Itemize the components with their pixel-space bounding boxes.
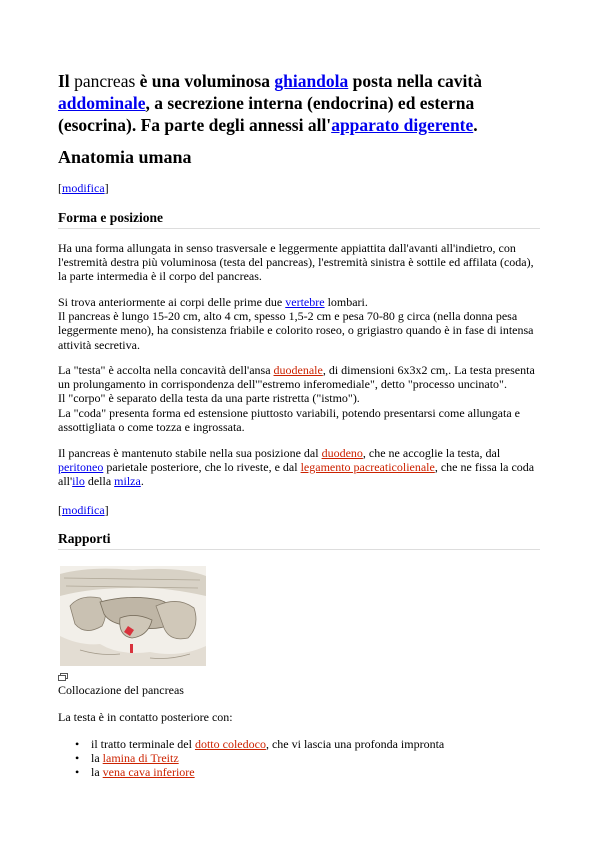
paragraph-forma: Ha una forma allungata in senso trasversale e leggermente appiattita dall'avanti all'indietro, con l'estremità destra più voluminosa (testa del pancreas), l'estremità sinistra è sottile ed affilata (coda), la parte intermedia è il corpo del pancreas. — [58, 241, 534, 284]
edit-link-group — [58, 503, 109, 518]
bullet-icon: • — [75, 751, 80, 766]
list-item — [58, 765, 444, 779]
link-apparato-digerente[interactable]: apparato digerente — [331, 115, 474, 135]
text: Il "corpo" è separato della testa da una parte ristretta ("istmo"). — [58, 391, 360, 406]
bracket: [ — [58, 181, 62, 195]
relations-list — [58, 737, 444, 780]
section-title: Anatomia umana — [58, 147, 192, 167]
link-duodenale[interactable]: duodenale — [273, 363, 323, 377]
paragraph-stabilita — [58, 446, 540, 489]
link-legamento-pacreaticolienale[interactable]: legamento pacreaticolienale — [300, 460, 435, 475]
link-addominale[interactable]: addominale — [58, 93, 146, 113]
text: , di dimensioni 6x3x2 cm,. La testa presenta un prolungamento in corrispondenza dell'"estremo inferomediale", detto "processo uncinato". — [58, 363, 535, 392]
figure-caption: Collocazione del pancreas — [58, 683, 184, 697]
bullet-icon: • — [75, 765, 80, 780]
enlarge-icon[interactable] — [58, 673, 68, 681]
pancreas-anatomy-image[interactable] — [60, 566, 206, 666]
link-vertebre[interactable]: vertebre — [285, 295, 325, 309]
bullet-icon: • — [75, 737, 80, 751]
text: Si trova anteriormente ai corpi delle prime due — [58, 295, 283, 309]
intro-text: è una voluminosa — [139, 71, 270, 91]
intro-subject: pancreas — [74, 71, 136, 91]
text: , che vi lascia una profonda impronta — [265, 737, 445, 751]
link-dotto-coledoco[interactable]: dotto coledoco — [194, 737, 266, 751]
text: la — [91, 751, 100, 766]
bracket: [ — [58, 503, 62, 517]
list-item — [58, 751, 444, 765]
text: parietale posteriore, che lo riveste, e dal — [106, 460, 298, 475]
paragraph-testa — [58, 363, 540, 434]
edit-link[interactable]: modifica — [62, 503, 105, 517]
intro-text: . — [473, 115, 478, 135]
intro-text: , a secrezione interna (endocrina) ed esterna (esocrina). Fa parte degli annessi all' — [58, 93, 475, 135]
bracket: ] — [104, 503, 109, 517]
list-item — [58, 737, 444, 751]
intro-paragraph — [58, 70, 540, 136]
text: lombari. — [327, 295, 368, 309]
text: La "coda" presenta forma ed estensione piuttosto variabili, potendo presentarsi come allungata e assottigliata o come tozza e ingrossata. — [58, 405, 520, 434]
text: il tratto terminale del — [91, 737, 192, 751]
text: la — [91, 765, 100, 780]
text: . — [140, 474, 144, 489]
text: , che ne accoglie la testa, dal — [362, 446, 501, 460]
edit-link-group — [58, 181, 109, 196]
subsection-title-rapporti: Rapporti — [58, 531, 540, 550]
link-ghiandola[interactable]: ghiandola — [274, 71, 349, 91]
text: della — [87, 474, 112, 489]
text: Il pancreas è lungo 15-20 cm, alto 4 cm, spesso 1,5-2 cm e pesa 70-80 g circa (nella donna pesa leggermente meno), ha consistenza friabile e colorito roseo, o grigiastro quando è in fase di intensa attività secretiva. — [58, 309, 534, 352]
intro-text: posta nella cavità — [352, 71, 482, 91]
bracket: ] — [104, 181, 109, 195]
text: Il pancreas è mantenuto stabile nella sua posizione dal — [58, 446, 319, 460]
link-lamina-di-treitz[interactable]: lamina di Treitz — [102, 751, 179, 766]
text: , che ne fissa la coda all' — [58, 460, 535, 489]
edit-link[interactable]: modifica — [62, 181, 105, 195]
link-vena-cava-inferiore[interactable]: vena cava inferiore — [102, 765, 195, 780]
paragraph-rapporti: La testa è in contatto posteriore con: — [58, 710, 233, 724]
paragraph-posizione — [58, 295, 540, 352]
text: La "testa" è accolta nella concavità dell'ansa — [58, 363, 271, 377]
link-ilo[interactable]: ilo — [72, 474, 85, 489]
intro-text: Il — [58, 71, 70, 91]
link-duodeno[interactable]: duodeno — [321, 446, 363, 460]
link-milza[interactable]: milza — [114, 474, 141, 489]
link-peritoneo[interactable]: peritoneo — [58, 460, 104, 475]
subsection-title-forma: Forma e posizione — [58, 210, 540, 229]
